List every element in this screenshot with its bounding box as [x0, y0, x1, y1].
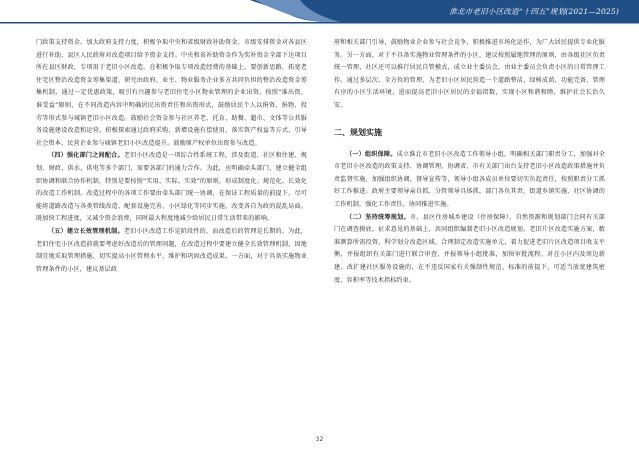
paragraph-body: 市、县区住房城乡建设（住房保障）、自然资源和规划部门会同有关部门在调查摸底、征求意见的基础上，共同组织编制老旧小区改造规划、老旧片区改造实施方案，精准测算所需投资，科学划分改造区域，合理制定改造实施单元，着力促进老旧片区改造项目收支平衡，并报组织有关部门进行联合审查，并报领导小组批准，加快审批流程。对在小区内及周边新建、改扩建社区服务设施的，在不违反国家有关强制性规范、标准的前提下，可适当放宽建筑密度、容积率等技术指标约束。	[334, 213, 605, 284]
subheading-long-term-management: （五）建立长效管理机制。	[48, 227, 124, 235]
left-column	[36, 37, 307, 276]
paragraph-property-management: 府和相关部门引导，鼓励物业企业参与社会竞争，积极推进市场化运作，为广大居民提供专业化服务。另一方面，对于不具备实施物业管理条件的小区，建议按照属地管理的原则，由各级社区负责统一管理，社区还可以推行居民自管模式，成立业主委员会，由业主委员会负责小区的日常管理工作。通过多层次、全方位的管理，为老旧小区居民营造一个道路整洁、绿树成荫、功能完备、管理有序的小区生活环境，进而提高老旧小区居民的幸福指数，实现小区和谐和睦，维护社会长治久安。	[334, 39, 605, 109]
section-heading-plan-implementation: 二、规划实施	[334, 127, 382, 137]
subheading-department-cooperation: （四）强化部门之间配合。	[48, 152, 124, 160]
header-band	[0, 0, 639, 30]
paragraph-body: 老旧小区改造工作是阶段性的，而改造后的管理是长期的。为此，老旧住宅小区改造前就要考虑好改造后的管理问题，在改造过程中要建立健全长效管理机制，因地制宜地采取管理措施，切实提高小区管理水平，维护和巩固改造成果。一方面，对于具备实施物业管理条件的小区，建议基层政	[36, 227, 307, 273]
page-number: 32	[315, 436, 324, 443]
paragraph-funding: 门政策支持资金。加大政府支持力度，积极争取中央和省级财政补助资金，市级安排资金对各县区进行补助，县区人民政府对改造项目给予资金支持。中央和省补助资金作为奖补资金全部下达项目所在县区财政，专项用于老旧小区改造。在积极争取专项改造经费的基础上，要创新思路，拓宽老住宅区整治改造资金筹集渠道，研究由政府、业主、物业服务企业多方共同负担的整治改造资金筹集机制，通过一定优惠政策，吸引有兴趣参与老旧住宅小区物业管理的企业出资。按照“谁出资、谁受益”原则，在不同改造内容中明确居民出资责任和出资形式，鼓励居民个人以捐资、捐物、投劳等形式参与城镇老旧小区改造。鼓励社会资金参与社区养老、托育、助餐、超市、文体等公共服务设施建设改造和运营。积极探索通过政府采购、新增设施有偿使用、落实资产权益等方式，引导社会资本、民营企业参与城镇老旧小区改造提升。鼓励原产权单位出资参与改造。	[36, 39, 307, 147]
paragraph-body: 成立淮北市老旧小区改造工作领导小组，明确相关部门职责分工，加强对全市老旧小区改造的政策支持、协调管理。协调省、市有关部门出台支持老旧小区改造政策措施并负责监督实施，加强组织协调、督导宣传等，领导小组各成员单位要切实负起责任，按照职责分工抓好工作推进。政府主要领导亲自抓、分管领导具体抓，部门各负其责，街道乡镇实施、社区协调的工作机制，强化工作责任，协同推进实施。	[334, 150, 606, 208]
paragraph-overall-planning	[334, 212, 605, 288]
subheading-organization-guarantee: （一）组织保障。	[346, 150, 397, 158]
subheading-overall-planning: （二）坚持统筹规划。	[346, 213, 410, 221]
paragraph-organization-guarantee	[334, 149, 605, 212]
right-column	[334, 37, 605, 287]
running-header-title: 淮北市老旧小区改造“十四五”规划(2021—2025)	[449, 7, 619, 16]
paragraph-department-cooperation	[36, 150, 307, 226]
paragraph-long-term-management	[36, 226, 307, 276]
paragraph-body: 老旧小区改造是一项综合性系统工程，涉及街道、社区和住建、规划、财政、供水、供电等多个部门，需要各部门的通力合作。为此，应明确牵头部门，建立健全组织协调和联合协作机制，特别是要按照“实用、实际、实效”的原则，形成制度化、规范化、长效化的改造工作机制。改造过程中的各项工作要由牵头部门统一协调，在保证工程质量的前提下，尽可能将道路改造与各类管线改造、配套设施完善、小区绿化等同步实施，改变各自为政的混乱局面。既加快工程进度，又减少资金浪费，同时最大程度地减少给居民日常生活带来的影响。	[36, 152, 307, 223]
